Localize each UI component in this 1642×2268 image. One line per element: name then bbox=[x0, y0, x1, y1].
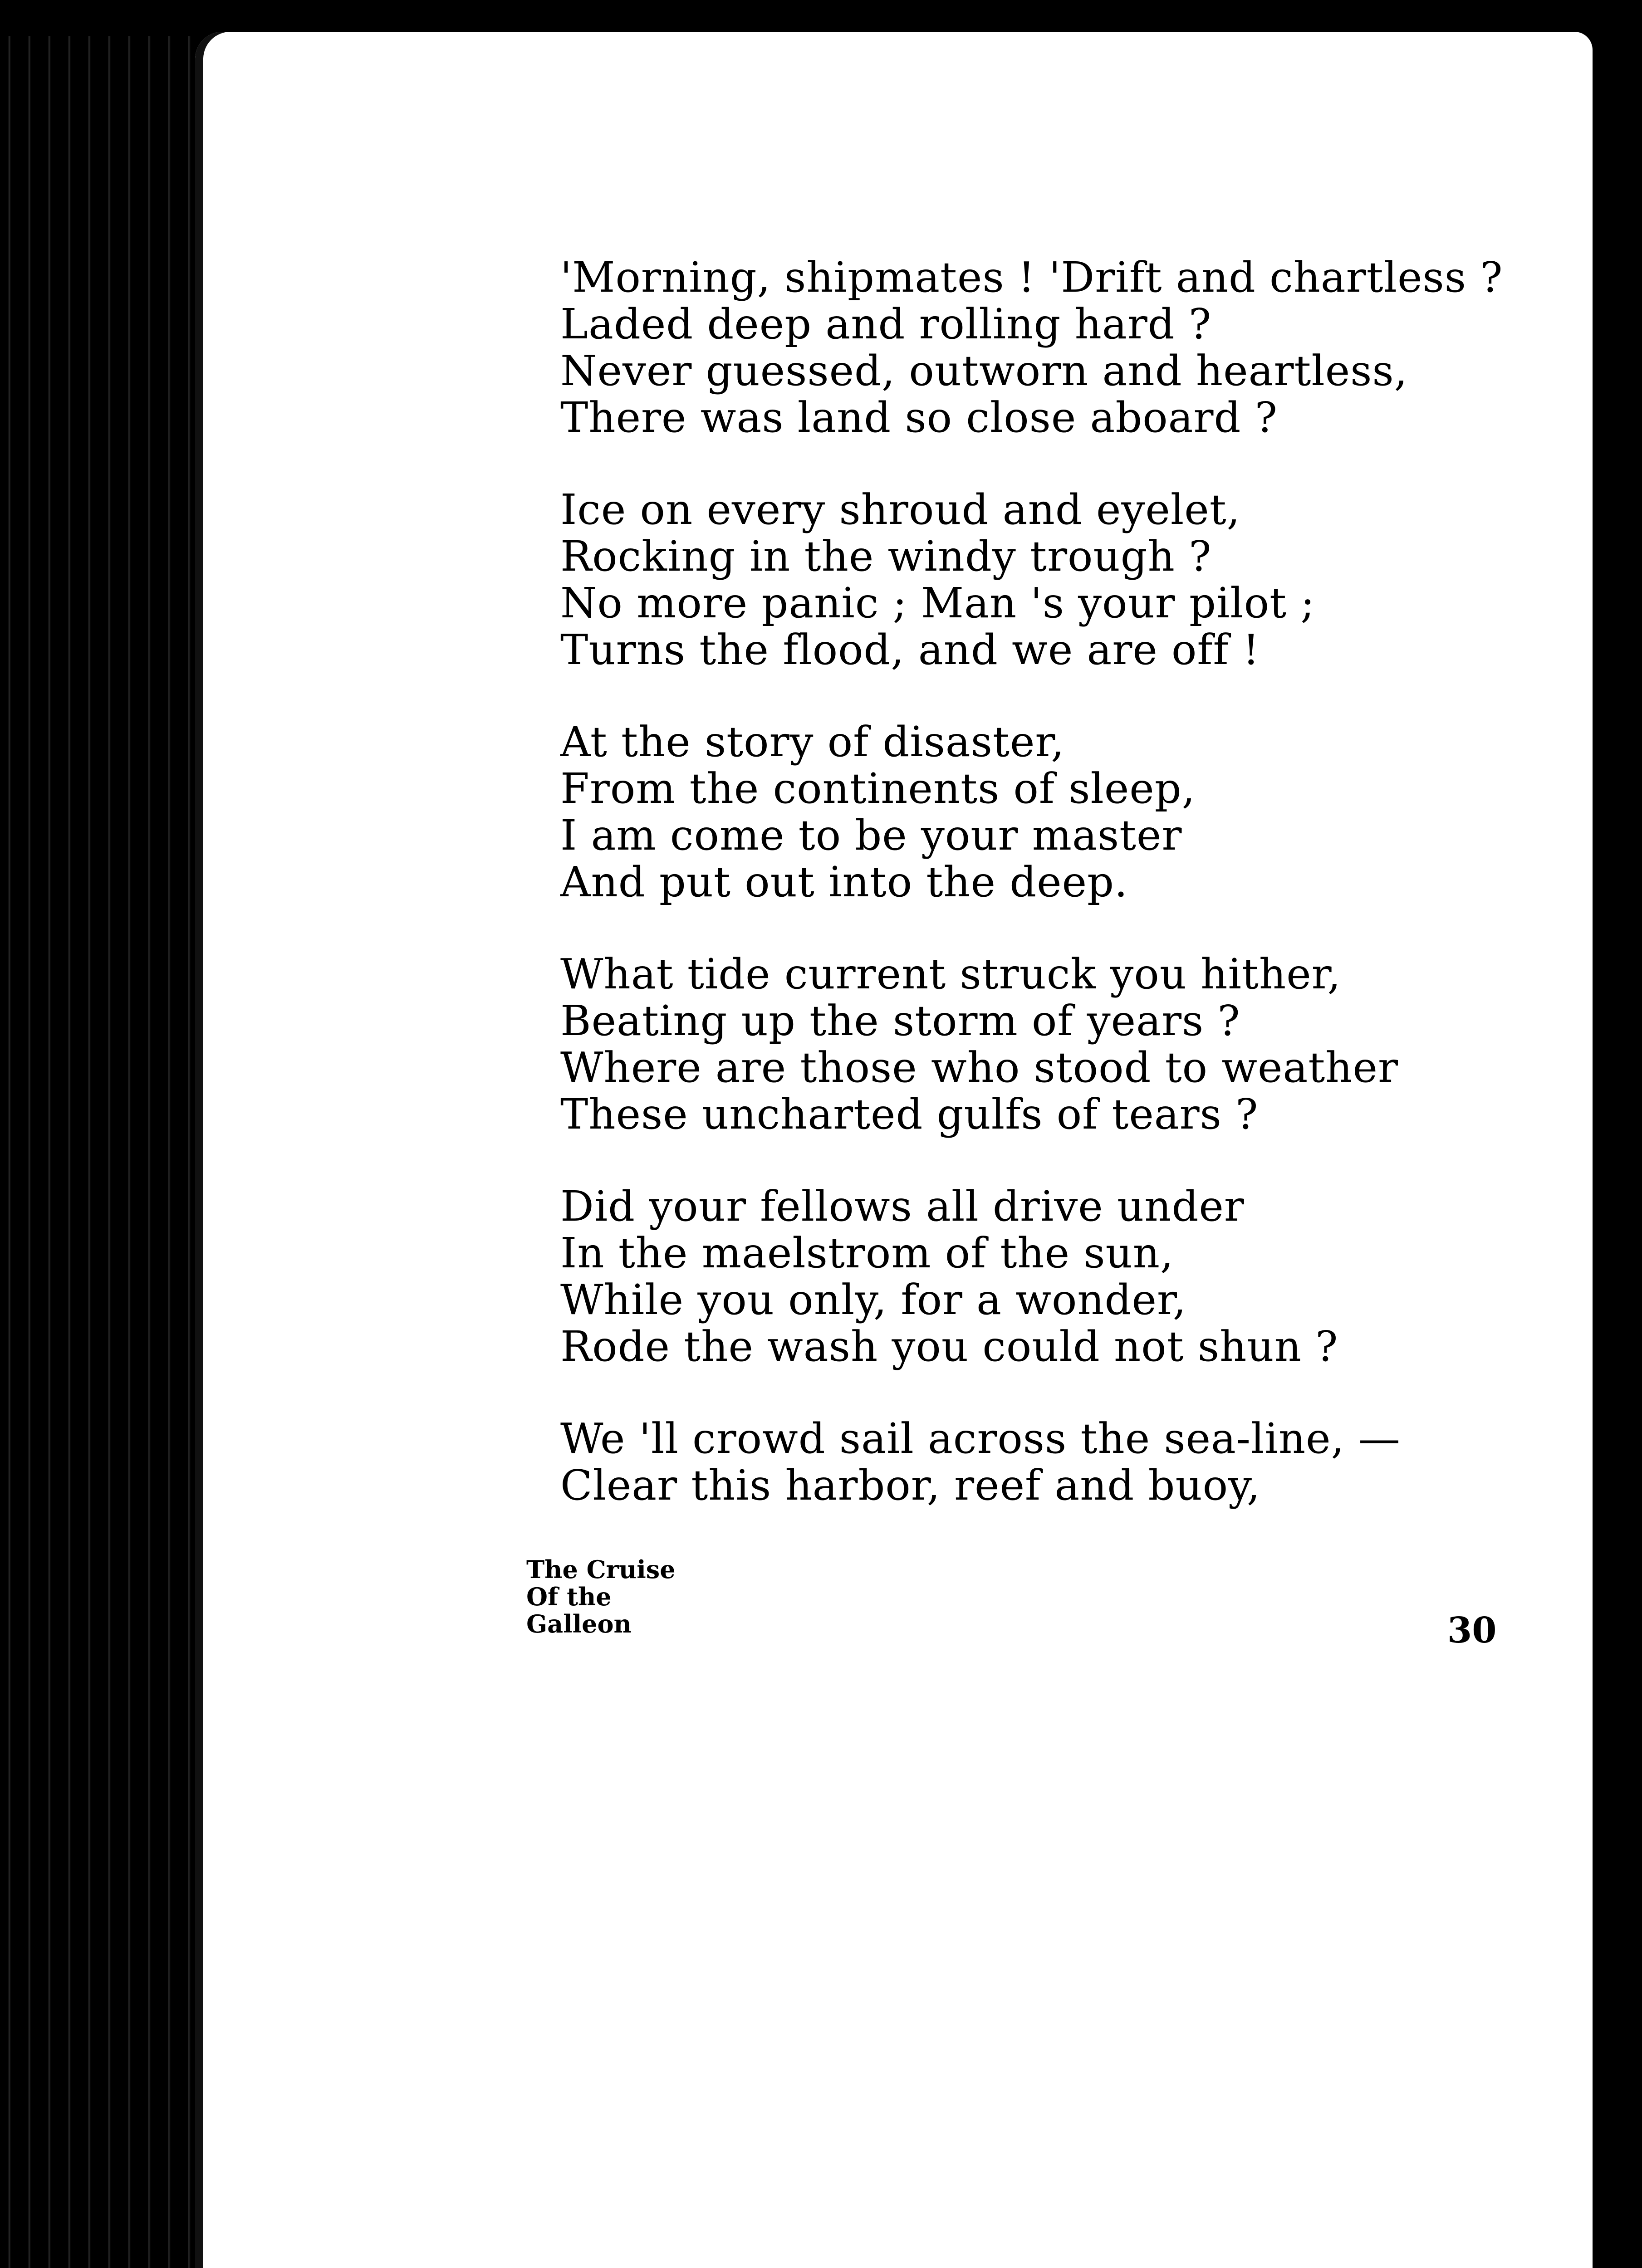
stanza-6 bbox=[560, 1415, 1577, 1509]
footer-title-line: Of the bbox=[526, 1582, 612, 1611]
poem-line: These uncharted gulfs of tears ? bbox=[560, 1090, 1259, 1139]
poem-line: Turns the flood, and we are off ! bbox=[560, 626, 1260, 674]
poem-line: 'Morning, shipmates ! 'Drift and chartless ? bbox=[560, 253, 1503, 302]
poem-line: We 'll crowd sail across the sea-line, — bbox=[560, 1414, 1401, 1463]
poem-line: Never guessed, outworn and heartless, bbox=[560, 347, 1408, 395]
book-spine-edge bbox=[0, 36, 191, 2268]
poem-line: Beating up the storm of years ? bbox=[560, 997, 1240, 1045]
poem-line: Where are those who stood to weather bbox=[560, 1043, 1398, 1092]
stanza-4 bbox=[560, 951, 1577, 1138]
poem-line: What tide current struck you hither, bbox=[560, 950, 1341, 998]
poem-line: In the maelstrom of the sun, bbox=[560, 1229, 1174, 1277]
poem-line: Rocking in the windy trough ? bbox=[560, 532, 1212, 581]
poem-line: Rode the wash you could not shun ? bbox=[560, 1322, 1338, 1371]
poem-line: No more panic ; Man 's your pilot ; bbox=[560, 579, 1315, 627]
poem-line: From the continents of sleep, bbox=[560, 764, 1196, 813]
poem-text bbox=[560, 254, 1577, 1509]
page-number: 30 bbox=[1447, 1610, 1497, 1651]
footer-title-line: The Cruise bbox=[526, 1555, 676, 1584]
stanza-2 bbox=[560, 486, 1577, 673]
poem-line: Ice on every shroud and eyelet, bbox=[560, 485, 1240, 534]
poem-line: Did your fellows all drive under bbox=[560, 1182, 1245, 1231]
poem-line: Laded deep and rolling hard ? bbox=[560, 300, 1212, 348]
stanza-5 bbox=[560, 1183, 1577, 1370]
poem-line: I am come to be your master bbox=[560, 811, 1182, 860]
poem-line: Clear this harbor, reef and buoy, bbox=[560, 1461, 1261, 1510]
poem-line: While you only, for a wonder, bbox=[560, 1276, 1187, 1324]
footer-title-line: Galleon bbox=[526, 1609, 632, 1638]
poem-line: And put out into the deep. bbox=[560, 858, 1128, 906]
stanza-3 bbox=[560, 719, 1577, 905]
poem-line: There was land so close aboard ? bbox=[560, 393, 1278, 442]
poem-line: At the story of disaster, bbox=[560, 718, 1065, 766]
running-footer-title bbox=[526, 1556, 676, 1637]
stanza-1 bbox=[560, 254, 1577, 441]
